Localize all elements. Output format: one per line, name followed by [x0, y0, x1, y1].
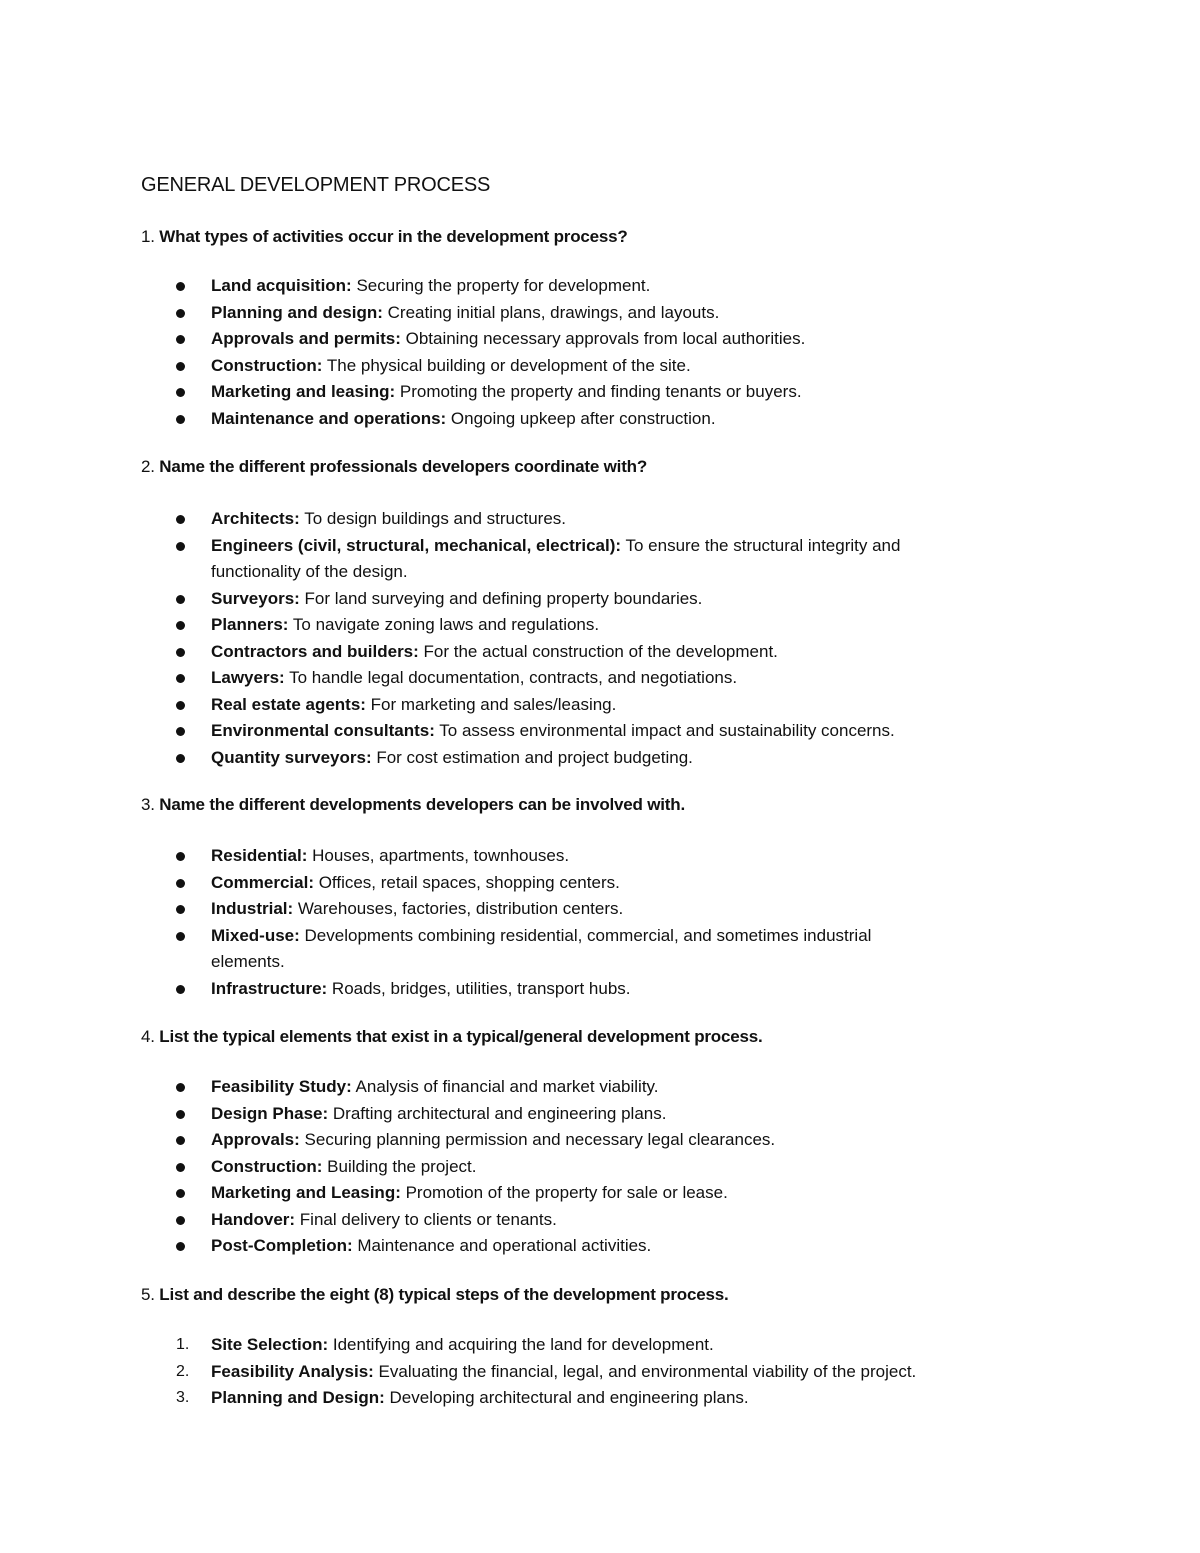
bullet-icon: [176, 701, 185, 710]
bullet-icon: [176, 1110, 185, 1119]
numbered-list-item: 2. Feasibility Analysis: Evaluating the financial, legal, and environmental viability of the project.: [0, 1359, 1200, 1386]
bullet-icon: [176, 515, 185, 524]
list-item: Construction: Building the project.: [0, 1154, 1200, 1181]
question-3: [141, 794, 685, 816]
list-item: Engineers (civil, structural, mechanical, electrical): To ensure the structural integrity and functionality of the design.: [0, 533, 1200, 586]
list-item: Architects: To design buildings and structures.: [0, 506, 1200, 533]
list-item: Design Phase: Drafting architectural and engineering plans.: [0, 1101, 1200, 1128]
question-text: List and describe the eight (8) typical steps of the development process.: [154, 1285, 729, 1304]
bullet-icon: [176, 754, 185, 763]
list-item: Maintenance and operations: Ongoing upkeep after construction.: [0, 406, 1200, 433]
list-item: Residential: Houses, apartments, townhouses.: [0, 843, 1200, 870]
list-item-continuation: functionality of the design.: [211, 562, 408, 581]
bullet-icon: [176, 388, 185, 397]
answer-list-3: [0, 843, 1200, 1002]
question-number: 4.: [141, 1027, 155, 1046]
bullet-icon: [176, 595, 185, 604]
list-item: Commercial: Offices, retail spaces, shopping centers.: [0, 870, 1200, 897]
bullet-icon: [176, 282, 185, 291]
list-item: Industrial: Warehouses, factories, distribution centers.: [0, 896, 1200, 923]
list-item: Real estate agents: For marketing and sales/leasing.: [0, 692, 1200, 719]
bullet-icon: [176, 621, 185, 630]
bullet-icon: [176, 648, 185, 657]
list-item: Planning and design: Creating initial plans, drawings, and layouts.: [0, 300, 1200, 327]
list-item: Marketing and leasing: Promoting the property and finding tenants or buyers.: [0, 379, 1200, 406]
question-number: 2.: [141, 457, 155, 476]
bullet-icon: [176, 985, 185, 994]
question-4: [141, 1026, 763, 1048]
answer-list-5: [0, 1332, 1200, 1412]
list-item: Mixed-use: Developments combining residential, commercial, and sometimes industrial elements.: [0, 923, 1200, 976]
bullet-icon: [176, 852, 185, 861]
question-number: 5.: [141, 1285, 155, 1304]
numbered-list-item: 3. Planning and Design: Developing architectural and engineering plans.: [0, 1385, 1200, 1412]
question-text: List the typical elements that exist in a typical/general development process.: [154, 1027, 763, 1046]
question-text: What types of activities occur in the development process?: [154, 227, 628, 246]
bullet-icon: [176, 932, 185, 941]
document-title: GENERAL DEVELOPMENT PROCESS: [141, 174, 491, 196]
list-item: Land acquisition: Securing the property for development.: [0, 273, 1200, 300]
question-1: [141, 226, 628, 248]
item-number: 2.: [176, 1362, 190, 1380]
list-item: Planners: To navigate zoning laws and regulations.: [0, 612, 1200, 639]
question-text: Name the different developments developers can be involved with.: [154, 795, 685, 814]
bullet-icon: [176, 1216, 185, 1225]
list-item: Handover: Final delivery to clients or tenants.: [0, 1207, 1200, 1234]
list-item: Quantity surveyors: For cost estimation and project budgeting.: [0, 745, 1200, 772]
numbered-list-item: 1. Site Selection: Identifying and acquiring the land for development.: [0, 1332, 1200, 1359]
answer-list-1: [0, 273, 1200, 432]
list-item: Post-Completion: Maintenance and operational activities.: [0, 1233, 1200, 1260]
list-item: Surveyors: For land surveying and defining property boundaries.: [0, 586, 1200, 613]
bullet-icon: [176, 674, 185, 683]
bullet-icon: [176, 542, 185, 551]
answer-list-4: [0, 1074, 1200, 1260]
question-text: Name the different professionals developers coordinate with?: [154, 457, 648, 476]
bullet-icon: [176, 309, 185, 318]
question-number: 1.: [141, 227, 155, 246]
item-number: 1.: [176, 1336, 190, 1353]
list-item: Contractors and builders: For the actual construction of the development.: [0, 639, 1200, 666]
bullet-icon: [176, 1189, 185, 1198]
list-item: Lawyers: To handle legal documentation, contracts, and negotiations.: [0, 665, 1200, 692]
bullet-icon: [176, 362, 185, 371]
list-item: Infrastructure: Roads, bridges, utilities, transport hubs.: [0, 976, 1200, 1003]
item-number: 3.: [176, 1389, 190, 1406]
bullet-icon: [176, 905, 185, 914]
bullet-icon: [176, 879, 185, 888]
question-2: [141, 456, 647, 478]
list-item: Approvals and permits: Obtaining necessary approvals from local authorities.: [0, 326, 1200, 353]
list-item-continuation: elements.: [211, 952, 285, 971]
bullet-icon: [176, 335, 185, 344]
bullet-icon: [176, 1163, 185, 1172]
list-item: Approvals: Securing planning permission and necessary legal clearances.: [0, 1127, 1200, 1154]
answer-list-2: [0, 506, 1200, 771]
question-5: [141, 1284, 729, 1306]
list-item: Construction: The physical building or development of the site.: [0, 353, 1200, 380]
bullet-icon: [176, 1083, 185, 1092]
list-item: Environmental consultants: To assess environmental impact and sustainability concerns.: [0, 718, 1200, 745]
bullet-icon: [176, 415, 185, 424]
bullet-icon: [176, 1242, 185, 1251]
bullet-icon: [176, 727, 185, 736]
list-item: Marketing and Leasing: Promotion of the property for sale or lease.: [0, 1180, 1200, 1207]
question-number: 3.: [141, 795, 155, 814]
list-item: Feasibility Study: Analysis of financial and market viability.: [0, 1074, 1200, 1101]
bullet-icon: [176, 1136, 185, 1145]
